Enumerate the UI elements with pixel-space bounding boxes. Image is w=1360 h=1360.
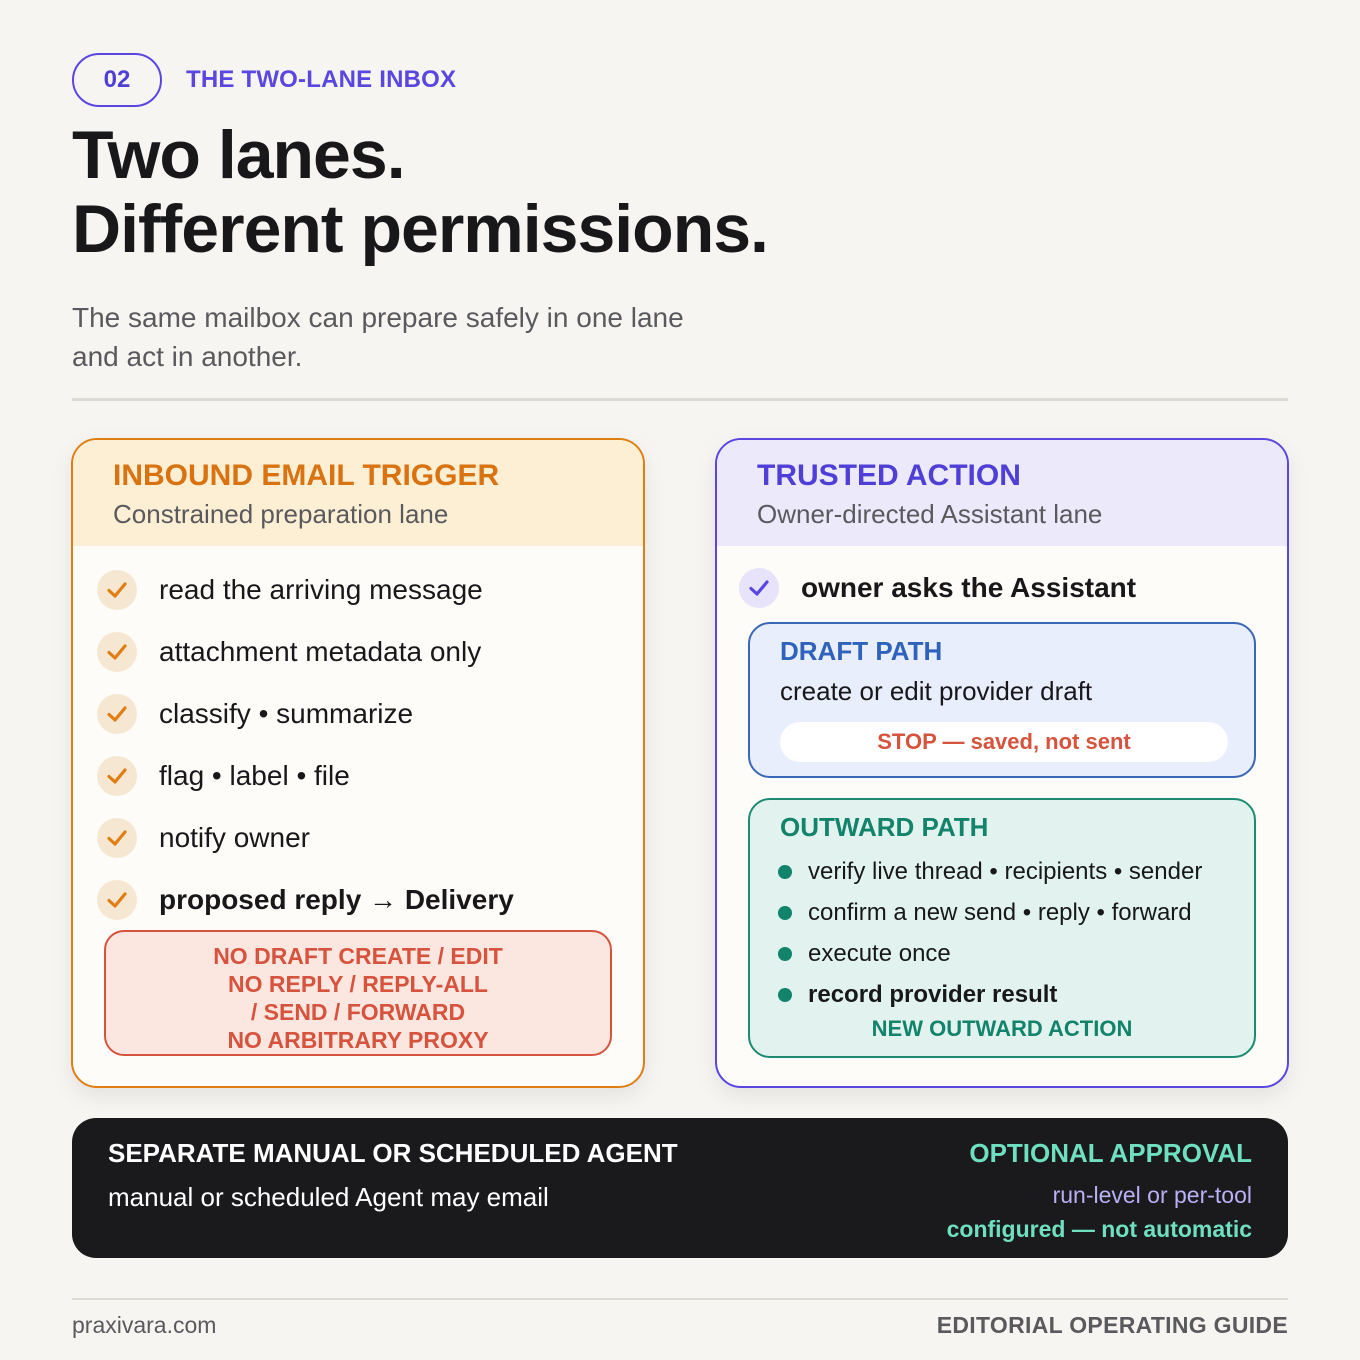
list-item-label: confirm a new send • reply • forward [808,899,1192,926]
list-item [778,858,1202,886]
restriction-line: NO ARBITRARY PROXY [227,1027,489,1053]
agent-bar-text: manual or scheduled Agent may email [108,1182,549,1212]
stop-badge: STOP — saved, not sent [780,722,1228,762]
new-outward-action-label: NEW OUTWARD ACTION [871,1016,1133,1041]
list-item [97,880,514,920]
check-icon [739,568,779,608]
separate-agent-bar [72,1118,1288,1258]
inbound-card-header [73,440,643,546]
check-icon [97,570,137,610]
draft-path-title: DRAFT PATH [780,636,943,666]
divider [72,398,1288,401]
bullet-dot-icon [778,988,792,1002]
trusted-action-card [715,438,1289,1088]
list-item [97,632,481,672]
list-item [97,756,350,796]
list-item [778,981,1057,1009]
list-item [778,899,1192,927]
bullet-dot-icon [778,906,792,920]
check-icon [97,880,137,920]
subtitle-line-1: The same mailbox can prepare safely in one lane [72,302,684,333]
check-icon [97,632,137,672]
list-item-label: read the arriving message [159,574,483,605]
outward-path-box [748,798,1256,1058]
trusted-card-header [717,440,1287,546]
check-icon [97,818,137,858]
section-kicker: THE TWO-LANE INBOX [186,66,457,93]
inbound-card-title: INBOUND EMAIL TRIGGER [113,459,500,492]
subtitle-line-2: and act in another. [72,341,303,372]
footer-label: EDITORIAL OPERATING GUIDE [936,1312,1288,1338]
list-item-label: flag • label • file [159,760,350,791]
bullet-dot-icon [778,865,792,879]
section-number-badge: 02 [72,53,162,107]
page-subtitle [72,298,792,376]
list-item-label: verify live thread • recipients • sender [808,858,1203,885]
list-item-label: attachment metadata only [159,636,482,667]
approval-scope-text: run-level or per-tool [1052,1182,1252,1208]
outward-path-title: OUTWARD PATH [780,812,989,842]
trusted-card-subtitle: Owner-directed Assistant lane [757,499,1103,529]
list-item [778,940,951,968]
owner-ask-item [739,568,1136,608]
list-item-label: proposed reply → Delivery [159,884,514,915]
list-item-label: notify owner [159,822,310,853]
list-item-label: record provider result [808,981,1058,1008]
footer-domain: praxivara.com [72,1312,217,1338]
list-item [97,570,483,610]
check-icon [97,756,137,796]
restriction-line: NO DRAFT CREATE / EDIT [213,943,503,969]
title-line-1: Two lanes. [72,117,405,193]
draft-path-text: create or edit provider draft [780,676,1093,706]
optional-approval-title: OPTIONAL APPROVAL [969,1138,1252,1168]
inbound-email-trigger-card [71,438,645,1088]
approval-config-text: configured — not automatic [946,1216,1252,1242]
section-header [72,53,456,107]
check-icon [97,694,137,734]
page-title [72,118,768,266]
agent-bar-title: SEPARATE MANUAL OR SCHEDULED AGENT [108,1138,678,1168]
footer-divider [72,1298,1288,1300]
list-item-label: classify • summarize [159,698,414,729]
bullet-dot-icon [778,947,792,961]
trusted-card-title: TRUSTED ACTION [757,459,1021,492]
list-item [97,818,310,858]
inbound-card-subtitle: Constrained preparation lane [113,499,449,529]
owner-ask-label: owner asks the Assistant [801,572,1137,603]
list-item-label: execute once [808,940,951,967]
restrictions-box [104,930,612,1056]
restriction-line: / SEND / FORWARD [250,999,466,1025]
title-line-2: Different permissions. [72,191,768,267]
list-item [97,694,413,734]
draft-path-box [748,622,1256,778]
restriction-line: NO REPLY / REPLY-ALL [228,971,488,997]
